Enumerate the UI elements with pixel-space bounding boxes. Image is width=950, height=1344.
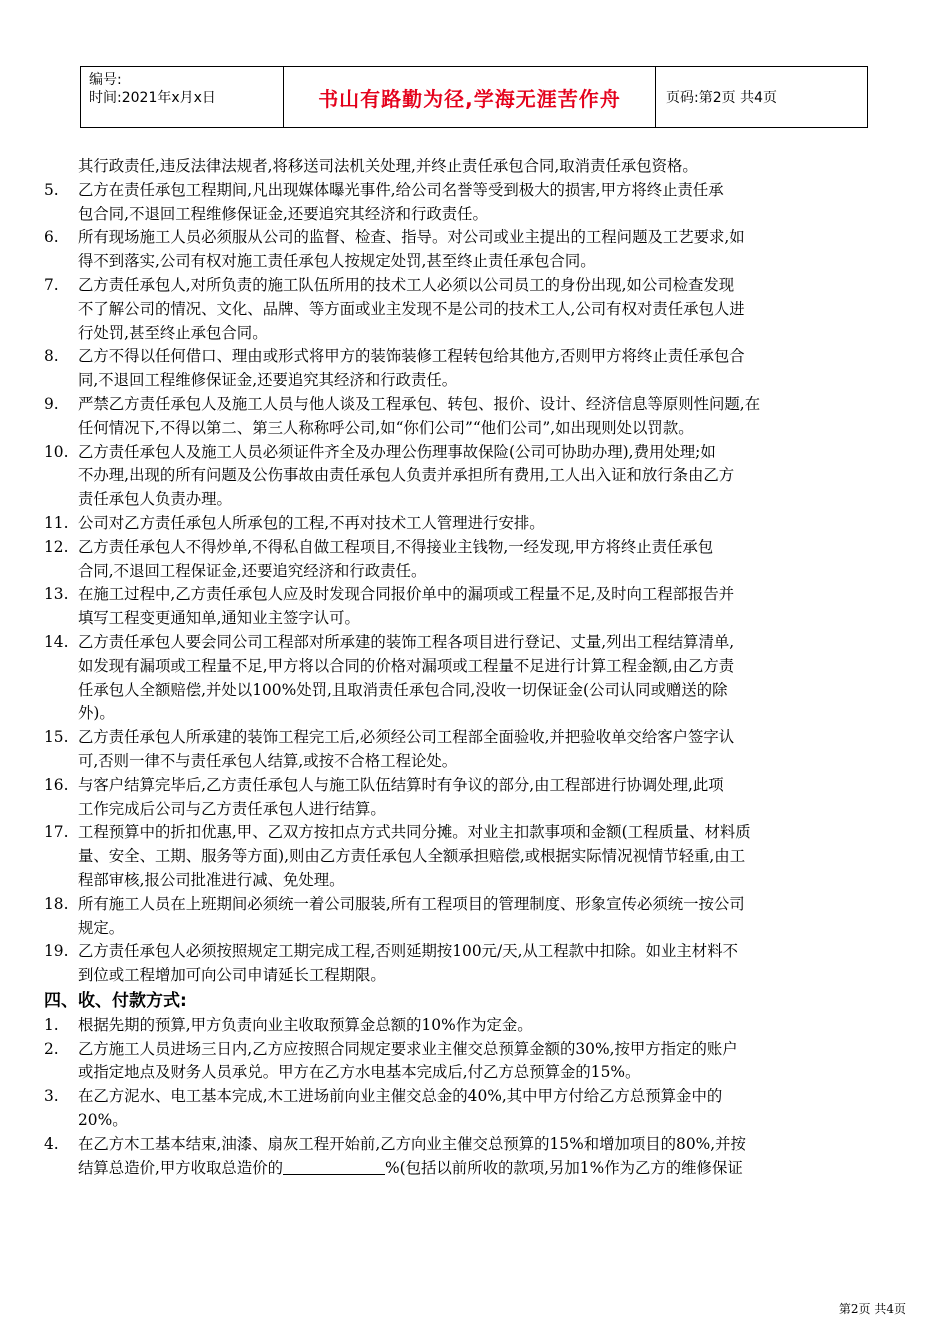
item-number: 10. (44, 442, 69, 461)
header-meta (81, 67, 283, 127)
clause-item-continuation: 行处罚,甚至终止承包合同。 (78, 323, 268, 342)
clause-item-continuation: 规定。 (78, 918, 125, 937)
item-number: 1. (44, 1015, 59, 1034)
clause-item-continuation: 如发现有漏项或工程量不足,甲方将以合同的价格对漏项或工程量不足进行计算工程金额,由乙方责 (78, 656, 735, 675)
item-text: 乙方责任承包人要会同公司工程部对所承建的装饰工程各项目进行登记、丈量,列出工程结算清单, (78, 632, 735, 651)
section-heading: 四、收、付款方式: (44, 990, 187, 1011)
clause-item-continuation: 责任承包人负责办理。 (78, 490, 232, 509)
item-text: 所有现场施工人员必须服从公司的监督、检查、指导。对公司或业主提出的工程问题及工艺要求,如 (78, 228, 745, 247)
item-number: 8. (44, 347, 59, 366)
item-number: 6. (44, 228, 59, 247)
clause-list (44, 155, 906, 988)
item-number: 7. (44, 275, 59, 294)
clause-item-continuation: 可,否则一律不与责任承包人结算,或按不合格工程论处。 (78, 751, 458, 770)
clause-item-continuation: 包合同,不退回工程维修保证金,还要追究其经济和行政责任。 (78, 204, 488, 223)
clause-item (44, 226, 906, 250)
item-number: 19. (44, 942, 69, 961)
clause-item-continuation: 合同,不退回工程保证金,还要追究经济和行政责任。 (78, 561, 427, 580)
payment-line-text: 结算总造价,甲方收取总造价的 (78, 1158, 283, 1177)
item-number: 14. (44, 632, 69, 651)
item-text: 乙方责任承包人必须按照规定工期完成工程,否则延期按100元/天,从工程款中扣除。如业主材料不 (78, 942, 738, 961)
item-text: 公司对乙方责任承包人所承包的工程,不再对技术工人管理进行安排。 (78, 513, 545, 532)
item-number: 2. (44, 1039, 59, 1058)
clause-item (44, 726, 906, 750)
item-text: 乙方不得以任何借口、理由或形式将甲方的装饰装修工程转包给其他方,否则甲方将终止责任承包合 (78, 347, 745, 366)
fill-in-blank (283, 1159, 385, 1175)
clause-item (44, 583, 906, 607)
item-text: 严禁乙方责任承包人及施工人员与他人谈及工程承包、转包、报价、设计、经济信息等原则性问题,在 (78, 394, 761, 413)
item-text: 根据先期的预算,甲方负责向业主收取预算金总额的10%作为定金。 (78, 1015, 533, 1034)
item-number: 13. (44, 585, 69, 604)
clause-item-continuation: 工作完成后公司与乙方责任承包人进行结算。 (78, 799, 386, 818)
item-number: 5. (44, 180, 59, 199)
item-text: 与客户结算完毕后,乙方责任承包人与施工队伍结算时有争议的部分,由工程部进行协调处理,此项 (78, 775, 724, 794)
clause-item (44, 893, 906, 917)
item-text: 所有施工人员在上班期间必须统一着公司服装,所有工程项目的管理制度、形象宣传必须统一按公司 (78, 894, 745, 913)
header-page-number: 页码:第2页 共4页 (666, 90, 777, 106)
item-text: 在乙方木工基本结束,油漆、扇灰工程开始前,乙方向业主催交总预算的15%和增加项目的80%,并按 (78, 1134, 746, 1153)
document-time-label: 时间:2021年x月x日 (89, 90, 216, 106)
clause-item (44, 774, 906, 798)
item-number: 15. (44, 728, 69, 747)
clause-item (44, 179, 906, 203)
clause-item-continuation: 同,不退回工程维修保证金,还要追究其经济和行政责任。 (78, 371, 458, 390)
clause-item-continuation: 任承包人全额赔偿,并处以100%处罚,且取消责任承包合同,没收一切保证金(公司认同或赠送的除 (78, 680, 728, 699)
payment-line (44, 1157, 906, 1181)
item-number: 3. (44, 1087, 59, 1106)
clause-item (44, 345, 906, 369)
clause-item (44, 274, 906, 298)
clause-item (44, 512, 906, 536)
clause-item-continuation: 程部审核,报公司批准进行减、免处理。 (78, 870, 345, 889)
payment-list (44, 1014, 906, 1157)
item-text: 工程预算中的折扣优惠,甲、乙双方按扣点方式共同分摊。对业主扣款事项和金额(工程质量、材料质 (78, 823, 751, 842)
payment-item-continuation: 20%。 (78, 1111, 128, 1130)
item-text: 乙方在责任承包工程期间,凡出现媒体曝光事件,给公司名誉等受到极大的损害,甲方将终止责任承 (78, 180, 724, 199)
clause-item-continuation: 不了解公司的情况、文化、品牌、等方面或业主发现不是公司的技术工人,公司有权对责任承包人进 (78, 299, 745, 318)
clause-item (44, 393, 906, 417)
payment-line-text: %(包括以前所收的款项,另加1%作为乙方的维修保证 (384, 1158, 743, 1177)
clause-item (44, 821, 906, 845)
payment-item (44, 1085, 906, 1109)
item-number: 17. (44, 823, 69, 842)
item-number: 12. (44, 537, 69, 556)
item-number: 9. (44, 394, 59, 413)
header-page-cell (655, 67, 867, 127)
clause-item-continuation: 任何情况下,不得以第二、第三人称称呼公司,如“你们公司”“他们公司”,如出现则处以罚款。 (78, 418, 694, 437)
item-text: 乙方责任承包人所承建的装饰工程完工后,必须经公司工程部全面验收,并把验收单交给客户签字认 (78, 728, 735, 747)
header-motto: 书山有路勤为径,学海无涯苦作舟 (318, 86, 621, 111)
clause-item-continuation: 外)。 (78, 704, 115, 723)
payment-item (44, 1133, 906, 1157)
page-footer: 第2页 共4页 (838, 1302, 906, 1316)
item-text: 乙方责任承包人,对所负责的施工队伍所用的技术工人必须以公司员工的身份出现,如公司检查发现 (78, 275, 735, 294)
item-text: 乙方责任承包人及施工人员必须证件齐全及办理公伤理事故保险(公司可协助办理),费用处理;如 (78, 442, 716, 461)
clause-item-continuation: 到位或工程增加可向公司申请延长工程期限。 (78, 966, 386, 985)
item-number: 4. (44, 1134, 59, 1153)
payment-item (44, 1014, 906, 1038)
clause-item (44, 940, 906, 964)
item-text: 乙方责任承包人不得炒单,不得私自做工程项目,不得接业主钱物,一经发现,甲方将终止责任承包 (78, 537, 714, 556)
document-body (44, 155, 906, 1180)
clause-item-continuation: 填写工程变更通知单,通知业主签字认可。 (78, 609, 360, 628)
payment-item-continuation: 或指定地点及财务人员承兑。甲方在乙方水电基本完成后,付乙方总预算金的15%。 (78, 1063, 641, 1082)
clause-item-continuation: 不办理,出现的所有问题及公伤事故由责任承包人负责并承担所有费用,工人出入证和放行条由乙方 (78, 466, 735, 485)
page-header (80, 66, 868, 128)
item-number: 16. (44, 775, 69, 794)
document-number-label: 编号: (89, 72, 122, 88)
clause-item-continuation: 量、安全、工期、服务等方面),则由乙方责任承包人全额承担赔偿,或根据实际情况视情节轻重,由工 (78, 847, 746, 866)
clause-item (44, 441, 906, 465)
item-text: 在施工过程中,乙方责任承包人应及时发现合同报价单中的漏项或工程量不足,及时向工程部报告并 (78, 585, 735, 604)
clause-item-continuation: 其行政责任,违反法律法规者,将移送司法机关处理,并终止责任承包合同,取消责任承包资格。 (78, 157, 698, 175)
clause-item (44, 631, 906, 655)
payment-item (44, 1038, 906, 1062)
item-number: 18. (44, 894, 69, 913)
clause-item-continuation: 得不到落实,公司有权对施工责任承包人按规定处罚,甚至终止责任承包合同。 (78, 252, 596, 271)
item-number: 11. (44, 513, 69, 532)
item-text: 乙方施工人员进场三日内,乙方应按照合同规定要求业主催交总预算金额的30%,按甲方指定的账户 (78, 1039, 738, 1058)
header-motto-cell (283, 67, 655, 127)
clause-item (44, 536, 906, 560)
item-text: 在乙方泥水、电工基本完成,木工进场前向业主催交总金的40%,其中甲方付给乙方总预算金中的 (78, 1087, 723, 1106)
